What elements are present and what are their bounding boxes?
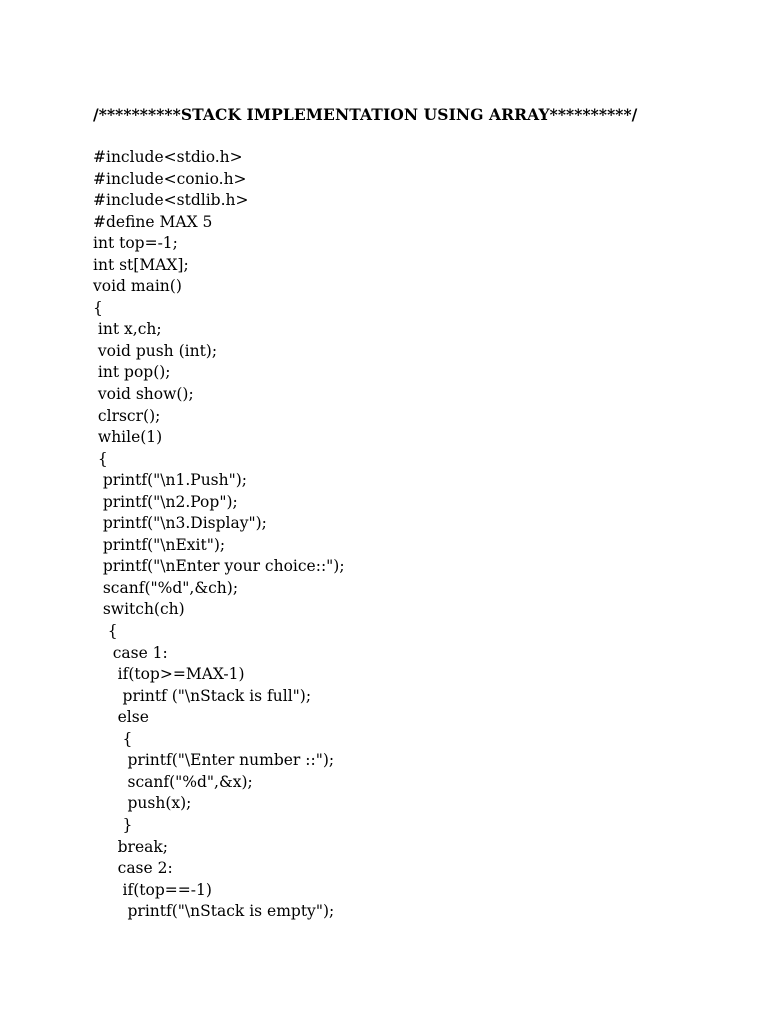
code-line: void show(); <box>93 385 194 404</box>
code-line: printf("\nExit"); <box>93 535 226 554</box>
code-line: { <box>93 298 103 317</box>
code-line: void main() <box>93 277 182 296</box>
code-line: case 2: <box>93 859 173 878</box>
code-line: printf("\Enter number ::"); <box>93 751 335 770</box>
code-line: clrscr(); <box>93 406 161 425</box>
code-line: int st[MAX]; <box>93 255 189 274</box>
code-line: printf("\nStack is empty"); <box>93 902 335 921</box>
code-line: printf ("\nStack is full"); <box>93 686 312 705</box>
code-line: if(top>=MAX-1) <box>93 665 245 684</box>
code-line: #define MAX 5 <box>93 212 213 231</box>
code-line: printf("\nEnter your choice::"); <box>93 557 345 576</box>
code-line: int x,ch; <box>93 320 162 339</box>
code-line: while(1) <box>93 428 163 447</box>
code-line: else <box>93 708 149 727</box>
code-line: { <box>93 729 133 748</box>
code-block <box>93 147 345 923</box>
code-line: int top=-1; <box>93 234 178 253</box>
code-line: break; <box>93 837 168 856</box>
code-line: case 1: <box>93 643 168 662</box>
code-line: #include<conio.h> <box>93 169 247 188</box>
code-line: printf("\n2.Pop"); <box>93 492 238 511</box>
code-line: scanf("%d",&x); <box>93 772 253 791</box>
code-line: { <box>93 449 108 468</box>
code-line: switch(ch) <box>93 600 185 619</box>
code-line: int pop(); <box>93 363 171 382</box>
code-line: if(top==-1) <box>93 880 212 899</box>
code-line: #include<stdio.h> <box>93 148 243 166</box>
code-line: void push (int); <box>93 341 218 360</box>
code-line: printf("\n1.Push"); <box>93 471 248 490</box>
code-line: { <box>93 622 118 641</box>
code-line: scanf("%d",&ch); <box>93 578 239 597</box>
code-line: push(x); <box>93 794 192 813</box>
code-line: printf("\n3.Display"); <box>93 514 267 533</box>
code-line: } <box>93 815 133 834</box>
document-title: /**********STACK IMPLEMENTATION USING ARRAY**********/ <box>93 105 638 124</box>
code-line: #include<stdlib.h> <box>93 191 249 210</box>
